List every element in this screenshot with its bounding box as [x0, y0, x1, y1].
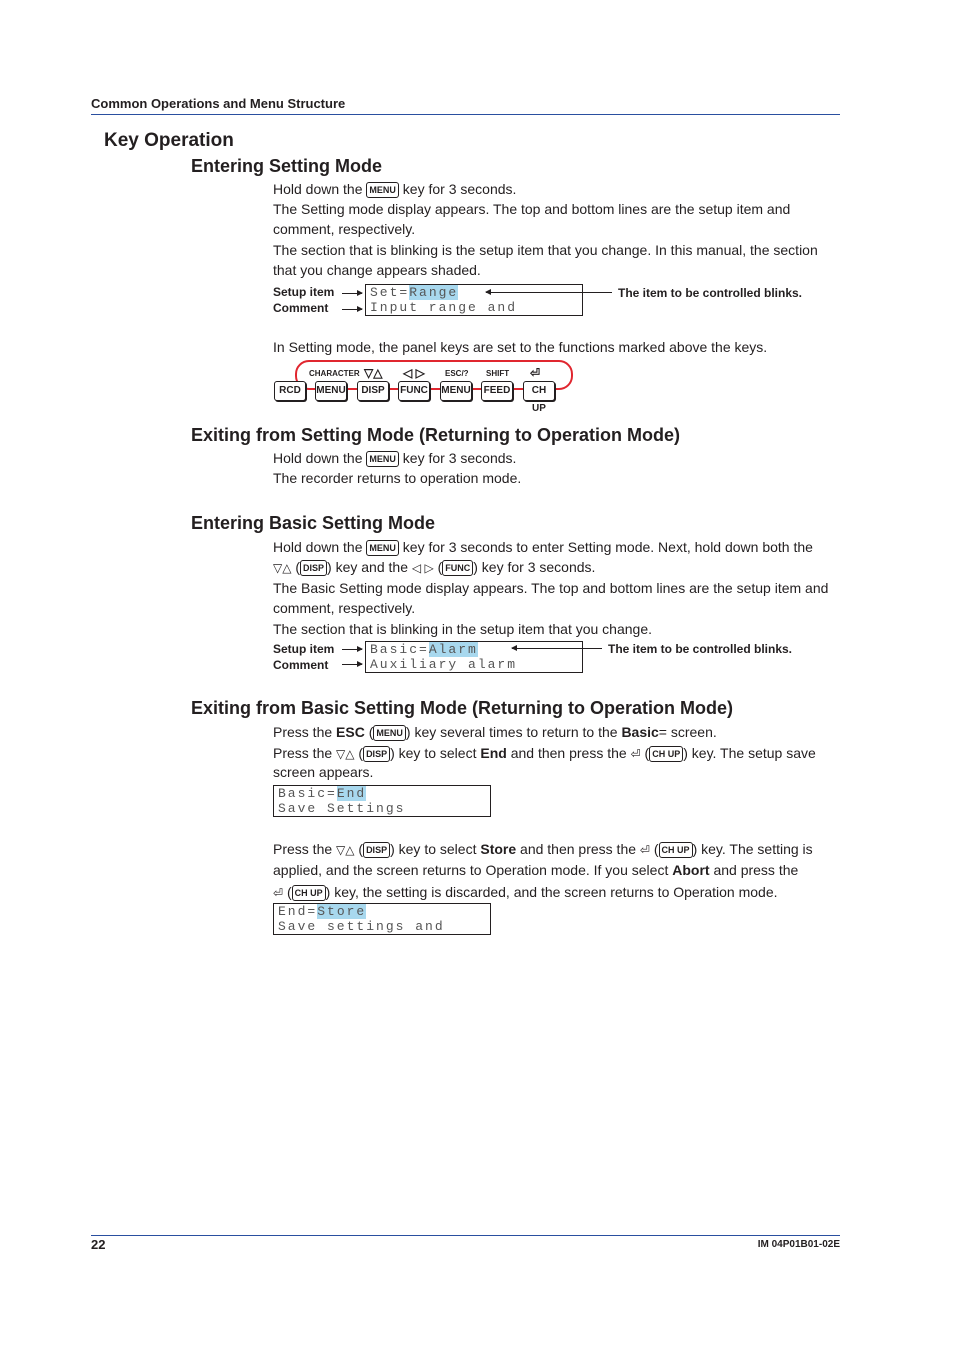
arrow-icon	[342, 309, 362, 310]
func-label-character: CHARACTER	[309, 369, 360, 378]
exit-basic-body-2: Press the ▽△ ( DISP ) key to select Store and then press the ⏎ ( CH UP ) key. The setting is applied, and the screen returns to Operation mode. If you select Abort and press the ⏎ ( CH UP ) key, the setting is discarded, and the screen returns to Operation mode.	[273, 841, 813, 900]
func-label-updown: ▽△	[364, 366, 383, 380]
menu-key: MENU	[315, 381, 347, 401]
menu-key-icon: MENU	[366, 451, 399, 467]
lcd-display: Basic=End Save Settings	[273, 785, 491, 817]
blink-note: The item to be controlled blinks.	[608, 642, 793, 656]
entering-setting-body: Hold down the MENU key for 3 seconds. The Setting mode display appears. The top and bottom lines are the setup item and comment, respectively. The section that is blinking is the setup item that you change. In this manual, the section that you change appears shaded.	[273, 181, 818, 278]
func-label-leftright: ◁ ▷	[403, 366, 425, 380]
user-menu-key-icon: MENU	[373, 725, 406, 741]
ch-up-key-icon: CH UP	[659, 842, 693, 858]
lcd-display: End=Store Save settings and	[273, 903, 491, 935]
comment-label: Comment	[273, 301, 329, 315]
document-id: IM 04P01B01-02E	[757, 1239, 840, 1250]
arrow-icon	[342, 293, 362, 294]
enter-arrow-icon: ⏎	[273, 886, 284, 900]
header-rule	[91, 114, 840, 115]
section-title: Key Operation	[104, 130, 234, 151]
disp-key-icon: DISP	[363, 842, 390, 858]
ch-up-key-icon: CH UP	[292, 885, 326, 901]
exit-setting-body: Hold down the MENU key for 3 seconds. The recorder returns to operation mode.	[273, 450, 522, 486]
down-up-triangle-icon: ▽△	[336, 747, 355, 761]
comment-label: Comment	[273, 658, 329, 672]
ch-up-key: CH UP	[523, 381, 555, 401]
user-menu-key: MENU	[440, 381, 472, 401]
left-right-triangle-icon: ◁ ▷	[411, 561, 434, 575]
page-number: 22	[91, 1237, 106, 1252]
entering-setting-title: Entering Setting Mode	[191, 156, 382, 176]
blink-note: The item to be controlled blinks.	[618, 286, 803, 300]
entering-basic-title: Entering Basic Setting Mode	[191, 513, 436, 533]
down-up-triangle-icon: ▽△	[336, 843, 355, 857]
running-header: Common Operations and Menu Structure	[91, 96, 346, 111]
pointer-arrow-icon	[512, 648, 602, 649]
enter-arrow-icon: ⏎	[630, 747, 641, 761]
setup-item-label: Setup item	[273, 642, 335, 656]
enter-arrow-icon: ⏎	[639, 843, 650, 857]
lcd-display: Basic=Alarm Auxiliary alarm	[365, 641, 583, 673]
func-label-shift: SHIFT	[486, 369, 510, 378]
exit-setting-title: Exiting from Setting Mode (Returning to Operation Mode)	[191, 425, 680, 445]
exit-basic-title: Exiting from Basic Setting Mode (Returning to Operation Mode)	[191, 698, 734, 718]
arrow-icon	[342, 664, 362, 665]
arrow-icon	[342, 649, 362, 650]
down-up-triangle-icon: ▽△	[273, 561, 292, 575]
disp-key-icon: DISP	[363, 746, 390, 762]
func-key-icon: FUNC	[442, 560, 473, 576]
func-key: FUNC	[398, 381, 430, 401]
disp-key-icon: DISP	[300, 560, 327, 576]
lcd-display: Set=Range Input range and	[365, 284, 583, 316]
footer-rule	[91, 1235, 840, 1236]
func-label-esc: ESC/?	[445, 369, 469, 378]
menu-key-icon: MENU	[366, 182, 399, 198]
setup-item-label: Setup item	[273, 285, 335, 299]
entering-basic-body: Hold down the MENU key for 3 seconds to enter Setting mode. Next, hold down both the ▽△ ( DISP ) key and the ◁ ▷ ( FUNC ) key for 3 seconds. The Basic Setting mode display appears. The top and bottom lines are the setup item and comment, respectively. The section that is blinking in the setup item that you change.	[273, 539, 829, 637]
menu-key-icon: MENU	[366, 540, 399, 556]
panel-intro: In Setting mode, the panel keys are set to the functions marked above the keys.	[273, 339, 768, 355]
feed-key: FEED	[481, 381, 513, 401]
exit-basic-body-1: Press the ESC ( MENU ) key several times to return to the Basic= screen. Press the ▽△ ( DISP ) key to select End and then press the ⏎ ( CH UP ) key. The setup save screen appears.	[273, 724, 816, 780]
pointer-arrow-icon	[486, 292, 612, 293]
rcd-key: RCD	[274, 381, 306, 401]
disp-key: DISP	[357, 381, 389, 401]
ch-up-key-icon: CH UP	[649, 746, 683, 762]
func-label-enter: ⏎	[530, 366, 541, 380]
